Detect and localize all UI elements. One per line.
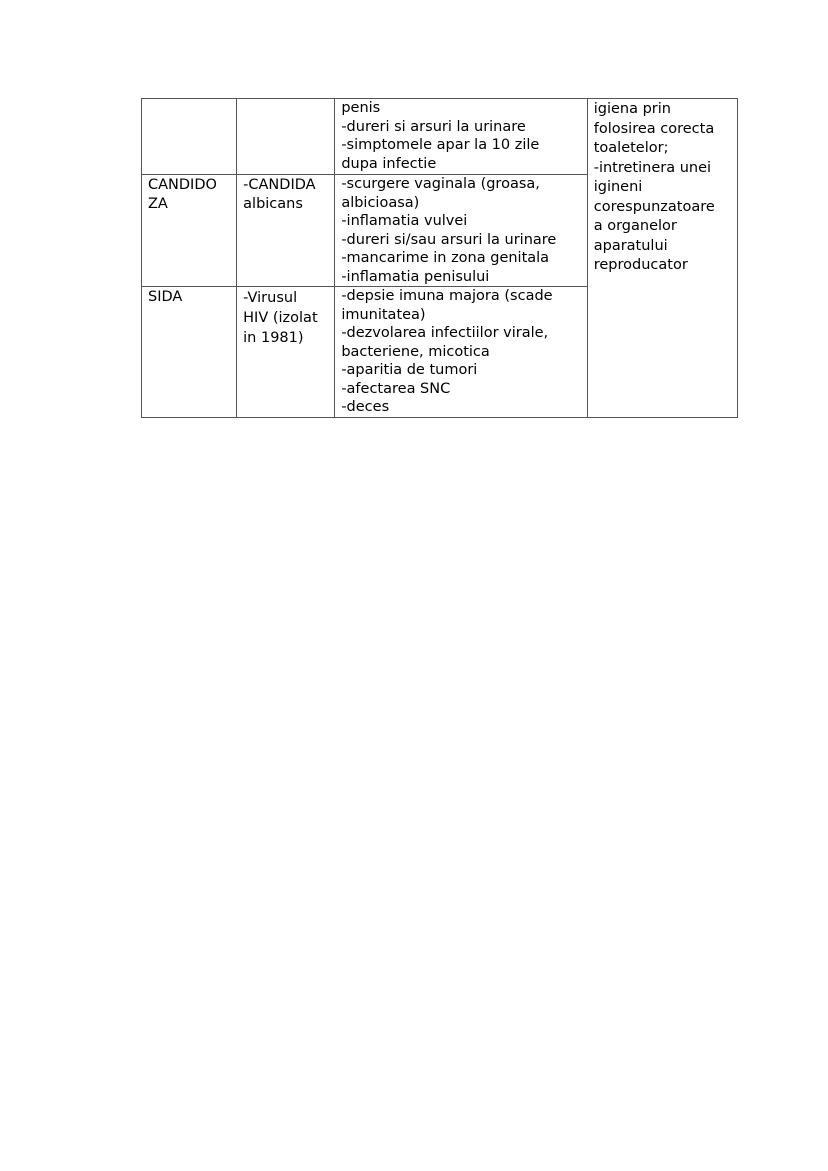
prevention-cell — [587, 99, 737, 418]
disease-name-line: SIDA — [148, 289, 183, 305]
symptom-line: -inflamatia penisului — [341, 268, 490, 285]
prevention-line: igiena prin — [593, 101, 671, 117]
symptom-line: imunitatea) — [341, 306, 426, 323]
prevention-line: -intretinera unei — [593, 159, 712, 176]
agent-line: HIV (izolat — [243, 310, 318, 326]
disease-name-line: ZA — [148, 195, 168, 212]
symptom-line: -aparitia de tumori — [341, 362, 478, 378]
agent-line: in 1981) — [243, 330, 304, 346]
disease-cell — [142, 287, 237, 418]
agent-cell — [237, 99, 335, 175]
agent-cell — [237, 175, 335, 287]
agent-line: -CANDIDA — [243, 177, 316, 193]
symptom-line: -dureri si/sau arsuri la urinare — [341, 231, 557, 248]
symptom-line: -deces — [341, 399, 390, 415]
symptoms-cell — [335, 175, 587, 287]
symptom-line: dupa infectie — [341, 155, 437, 172]
symptoms-cell — [335, 287, 587, 418]
disease-name-line: CANDIDO — [148, 177, 217, 193]
table-row — [142, 99, 738, 175]
prevention-line: toaletelor; — [593, 140, 669, 156]
symptom-line: albicioasa) — [341, 194, 420, 211]
symptom-line: -simptomele apar la 10 zile — [341, 137, 540, 153]
agent-cell — [237, 287, 335, 418]
disease-cell — [142, 175, 237, 287]
symptom-line: -depsie imuna majora (scade — [341, 288, 553, 304]
prevention-line: aparatului — [593, 237, 668, 254]
prevention-line: reproducator — [593, 257, 688, 273]
prevention-line: corespunzatoare — [593, 198, 715, 215]
symptoms-cell — [335, 99, 587, 175]
disease-cell — [142, 99, 237, 175]
prevention-line: folosirea corecta — [593, 120, 715, 137]
prevention-line: a organelor — [593, 218, 677, 234]
symptom-line: -dureri si arsuri la urinare — [341, 118, 526, 135]
symptom-line: -inflamatia vulvei — [341, 213, 468, 229]
symptom-line: -dezvolarea infectiilor virale, — [341, 325, 549, 341]
symptom-line: penis — [341, 100, 381, 116]
agent-line: albicans — [243, 195, 303, 212]
symptom-line: -afectarea SNC — [341, 380, 451, 397]
symptom-line: -scurgere vaginala (groasa, — [341, 176, 540, 192]
disease-table — [141, 98, 738, 418]
symptom-line: bacteriene, micotica — [341, 343, 490, 360]
prevention-line: igineni — [593, 179, 643, 195]
agent-line: -Virusul — [243, 290, 298, 306]
symptom-line: -mancarime in zona genitala — [341, 250, 550, 266]
